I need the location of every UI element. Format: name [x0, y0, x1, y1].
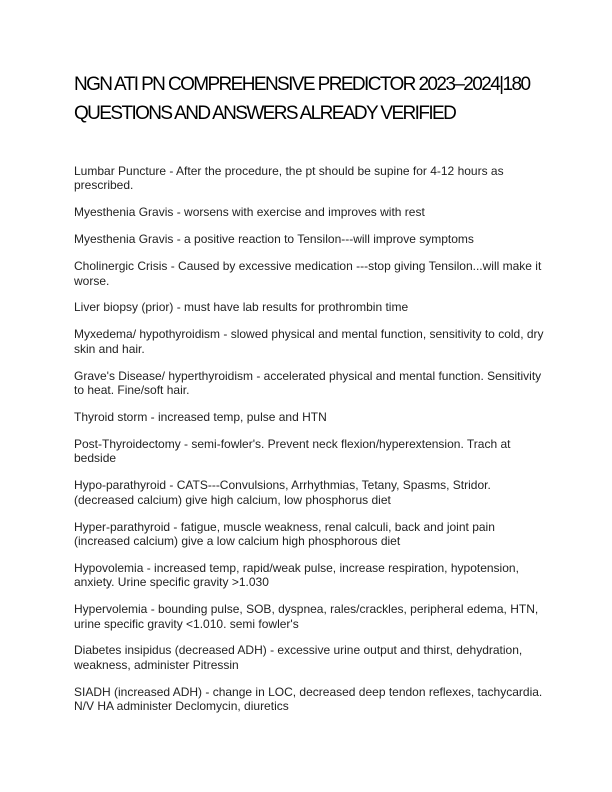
entry-myxedema: Myxedema/ hypothyroidism - slowed physical and mental function, sensitivity to cold, dry skin and hair.	[74, 327, 544, 356]
study-entries	[74, 164, 554, 726]
entry-thyroid-storm: Thyroid storm - increased temp, pulse and HTN	[74, 409, 327, 424]
entry-post-thyroidectomy: Post-Thyroidectomy - semi-fowler's. Prevent neck flexion/hyperextension. Trach at bedside	[74, 436, 511, 466]
entry-myasthenia-gravis-tensilon: Myesthenia Gravis - a positive reaction to Tensilon---will improve symptoms	[74, 232, 474, 247]
entry-siadh: SIADH (increased ADH) - change in LOC, decreased deep tendon reflexes, tachycardia. N/V HA administer Declomycin, diuretics	[74, 684, 543, 714]
entry-diabetes-insipidus: Diabetes insipidus (decreased ADH) - excessive urine output and thirst, dehydration, weakness, administer Pitressin	[74, 643, 523, 672]
entry-lumbar-puncture: Lumbar Puncture - After the procedure, the pt should be supine for 4-12 hours as prescribed.	[74, 164, 504, 193]
entry-hypo-parathyroid: Hypo-parathyroid - CATS---Convulsions, Arrhythmias, Tetany, Spasms, Stridor. (decreased calcium) give high calcium, low phosphorus diet	[74, 478, 491, 507]
entry-cholinergic-crisis: Cholinergic Crisis - Caused by excessive medication ---stop giving Tensilon...will make it worse.	[74, 259, 542, 288]
entry-hypovolemia: Hypovolemia - increased temp, rapid/weak pulse, increase respiration, hypotension, anxiety. Urine specific gravity >1.030	[74, 560, 519, 590]
entry-liver-biopsy: Liver biopsy (prior) - must have lab results for prothrombin time	[74, 300, 409, 315]
entry-hypervolemia: Hypervolemia - bounding pulse, SOB, dyspnea, rales/crackles, peripheral edema, HTN, urine specific gravity <1.010. semi fowler's	[74, 602, 539, 631]
entry-myasthenia-gravis-exercise: Myesthenia Gravis - worsens with exercise and improves with rest	[74, 205, 425, 220]
entry-hyper-parathyroid: Hyper-parathyroid - fatigue, muscle weakness, renal calculi, back and joint pain (increased calcium) give a low calcium high phosphorous diet	[74, 519, 495, 548]
document-title: NGN ATI PN COMPREHENSIVE PREDICTOR 2023–2024|180 QUESTIONS AND ANSWERS ALREADY VERIFIED	[74, 74, 530, 124]
entry-graves-disease: Grave's Disease/ hyperthyroidism - accelerated physical and mental function. Sensitivity to heat. Fine/soft hair.	[74, 368, 542, 398]
